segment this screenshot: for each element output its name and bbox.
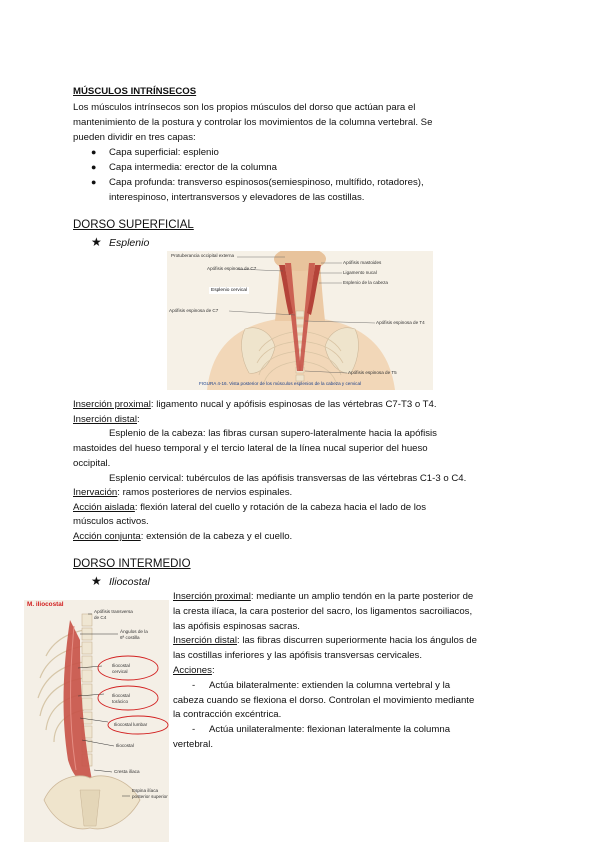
- fig-label: Apófisis espinosa de T5: [348, 370, 397, 375]
- fig-caption: FIGURA 4-16. Vista posterior de los músculos esplenios de la cabeza y cervical: [199, 381, 362, 386]
- fig-label: Apófisis mastoides: [343, 260, 382, 265]
- bullet-item-2: Capa intermedia: erector de la columna: [109, 162, 277, 173]
- ilio-ins-dist-text: : las fibras discurren superiormente hacia los ángulos de: [237, 635, 477, 646]
- intro-line-1: Los músculos intrínsecos son los propios músculos del dorso que actúan para el: [73, 102, 416, 113]
- fig-label: Apófisis transversa: [94, 609, 133, 614]
- ins-dist-label: Inserción distal: [73, 414, 137, 425]
- intro-line-3: pueden dividir en tres capas:: [73, 132, 196, 143]
- fig-title-iliocostal: M. iliocostal: [27, 601, 64, 608]
- ilio-ins-prox-line-3: las apófisis espinosas sacras.: [173, 621, 300, 632]
- acciones-label: Acciones: [173, 665, 212, 676]
- inervacion-line: [73, 485, 292, 500]
- inervacion-label: Inervación: [73, 487, 118, 498]
- section-title-intrinsecos: MÚSCULOS INTRÍNSECOS: [73, 86, 197, 97]
- fig-label: 6ª costilla: [120, 635, 140, 640]
- heading-dorso-intermedio: DORSO INTERMEDIO: [73, 558, 191, 570]
- heading-dorso-superficial: DORSO SUPERFICIAL: [73, 219, 194, 231]
- ilio-ins-prox-label: Inserción proximal: [173, 591, 251, 602]
- cervical-line: Esplenio cervical: tubérculos de las apófisis transversas de las vértebras C1-3 o C4.: [109, 473, 467, 484]
- accion-conjunta-line: [73, 529, 292, 544]
- bilateral-line-1: Actúa bilateralmente: extienden la columna vertebral y la: [209, 680, 451, 691]
- accion-aislada-line: [73, 500, 426, 515]
- fig-label: Esplenio de la cabeza: [343, 280, 388, 285]
- star-item-esplenio: Esplenio: [109, 237, 150, 249]
- unilateral-line-2: vertebral.: [173, 739, 213, 750]
- accion-conjunta-text: : extensión de la cabeza y el cuello.: [140, 531, 293, 542]
- ilio-ins-prox-text: : mediante un amplio tendón en la parte posterior de: [250, 591, 474, 602]
- fig-label: Ángulos de la: [120, 629, 148, 634]
- acciones-line: [173, 663, 215, 678]
- ins-prox-text: : ligamento nucal y apófisis espinosas de las vértebras C7-T3 o T4.: [150, 399, 437, 410]
- bullet-item-3-cont: interespinoso, intertransversos y elevadores de las costillas.: [109, 192, 365, 203]
- star-icon: ★: [91, 235, 102, 249]
- ilio-ins-dist-line-2: las costillas inferiores y las apófisis transversas cervicales.: [173, 650, 422, 661]
- fig-label: de C4: [94, 615, 107, 620]
- ins-prox-line: [73, 397, 437, 412]
- fig-label: Iliocostal: [116, 743, 134, 748]
- fig-label: Protuberancia occipital externa: [171, 253, 235, 258]
- unilateral-line-1: Actúa unilateralmente: flexionan lateralmente la columna: [209, 724, 451, 735]
- fig-label: Iliocostal lumbar: [114, 722, 148, 727]
- dash-bullet: -: [192, 724, 196, 735]
- bullet-item-3: Capa profunda: transverso espinosos(semiespinoso, multífido, rotadores),: [109, 177, 424, 188]
- ilio-ins-dist-line: [173, 633, 477, 648]
- ilio-ins-dist-label: Inserción distal: [173, 635, 237, 646]
- fig-label: Iliocostal: [112, 663, 130, 668]
- cabeza-line-3: occipital.: [73, 458, 111, 469]
- fig-label: Espina ilíaca: [132, 788, 159, 793]
- fig-label: Cresta ilíaca: [114, 769, 140, 774]
- acciones-colon: :: [211, 665, 215, 676]
- fig-label: posterior superior: [132, 794, 168, 799]
- intro-line-2: mantenimiento de la postura y controlar los movimientos de la columna vertebral. Se: [73, 117, 433, 128]
- fig-label: torácico: [112, 699, 129, 704]
- accion-aislada-label: Acción aislada: [73, 502, 135, 513]
- dash-bullet: -: [192, 680, 196, 691]
- star-item-iliocostal: Iliocostal: [109, 576, 150, 588]
- accion-aislada-text: : flexión lateral del cuello y rotación de la cabeza hacia el lado de los: [134, 502, 427, 513]
- ilio-ins-prox-line: [173, 589, 473, 604]
- fig-label: Iliocostal: [112, 693, 130, 698]
- accion-aislada-cont: músculos activos.: [73, 516, 149, 527]
- esplenio-figure: [167, 251, 433, 390]
- fig-label: Apófisis espinosa de C7: [207, 266, 257, 271]
- ins-prox-label: Inserción proximal: [73, 399, 151, 410]
- accion-conjunta-label: Acción conjunta: [73, 531, 141, 542]
- ins-dist-line: [73, 412, 140, 427]
- ilio-ins-prox-line-2: la cresta ilíaca, la cara posterior del sacro, los ligamentos sacroiliacos,: [173, 606, 473, 617]
- iliocostal-figure: [24, 600, 169, 842]
- fig-label-box: Esplenio cervical: [211, 288, 247, 293]
- fig-label: Apófisis espinosa de C7: [169, 308, 219, 313]
- iliocostal-illustration: [24, 600, 169, 842]
- bullet-dot: ●: [91, 177, 97, 187]
- ins-dist-colon: :: [137, 414, 140, 425]
- bullet-dot: ●: [91, 162, 97, 172]
- inervacion-text: : ramos posteriores de nervios espinales.: [117, 487, 293, 498]
- cabeza-line-2: mastoides del hueso temporal y el tercio lateral de la línea nucal superior del hueso: [73, 443, 428, 454]
- fig-label: cervical: [112, 669, 128, 674]
- bilateral-line-2: cabeza cuando se flexiona el dorso. Controlan el movimiento mediante: [173, 695, 475, 706]
- star-icon: ★: [91, 574, 102, 588]
- fig-label: Apófisis espinosa de T4: [376, 320, 425, 325]
- bullet-item-1: Capa superficial: esplenio: [109, 147, 219, 158]
- bullet-dot: ●: [91, 147, 97, 157]
- cabeza-line-1: Esplenio de la cabeza: las fibras cursan supero-lateralmente hacia la apófisis: [109, 428, 437, 439]
- fig-label: Ligamento nucal: [343, 270, 377, 275]
- bilateral-line-3: la contracción excéntrica.: [173, 709, 282, 720]
